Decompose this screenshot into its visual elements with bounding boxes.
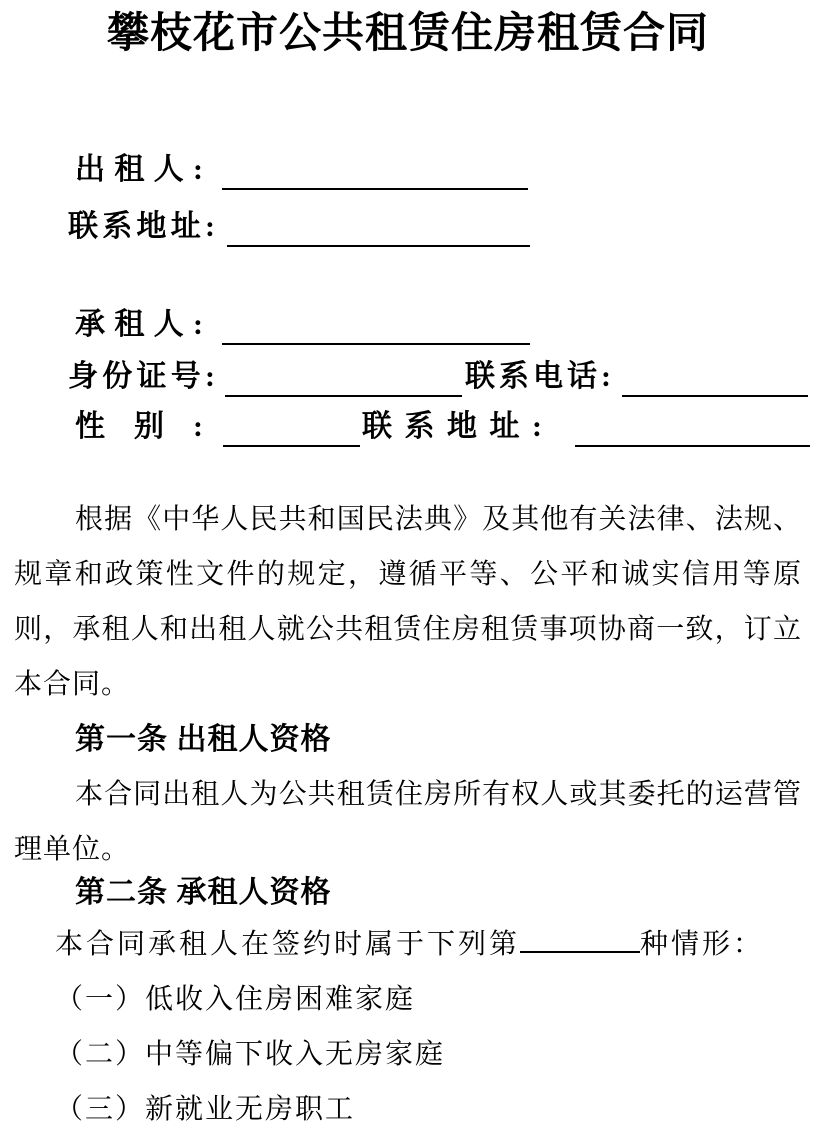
situation-list	[14, 972, 802, 1128]
situation-clause	[14, 917, 802, 972]
article1-heading: 第一条 出租人资格	[75, 723, 332, 756]
article2-clause-block	[14, 917, 802, 972]
phone-label: 联系电话:	[465, 360, 611, 393]
contract-title: 攀枝花市公共租赁住房租赁合同	[106, 11, 709, 57]
lessor-address-row	[0, 209, 816, 247]
article2-heading-block	[14, 865, 802, 920]
id-number-blank[interactable]	[225, 361, 462, 397]
lessor-address-blank[interactable]	[227, 211, 530, 247]
situation-item-1: （一）低收入住房困难家庭	[55, 984, 416, 1015]
lessee-name-label: 承租人:	[75, 308, 203, 341]
situation-item-3: （三）新就业无房职工	[55, 1094, 356, 1125]
gender-and-address-row	[0, 409, 816, 447]
situation-item-2: （二）中等偏下收入无房家庭	[55, 1039, 446, 1070]
lessee-address-blank[interactable]	[575, 411, 810, 447]
preamble-paragraph: 根据《中华人民共和国民法典》及其他有关法律、法规、规章和政策性文件的规定，遵循平等、公平和诚实信用等原则，承租人和出租人就公共租赁住房租赁事项协商一致，订立本合同。	[14, 504, 802, 700]
id-number-label: 身份证号:	[68, 360, 215, 393]
phone-blank[interactable]	[622, 361, 808, 397]
lessor-name-row	[0, 152, 816, 190]
gender-label: 性别:	[75, 410, 203, 443]
gender-blank[interactable]	[223, 411, 360, 447]
article1-body-block	[14, 767, 802, 877]
article1-body: 本合同出租人为公共租赁住房所有权人或其委托的运营管理单位。	[14, 779, 802, 865]
article2-heading: 第二条 承租人资格	[75, 876, 332, 909]
lessee-name-row	[0, 307, 816, 345]
lessee-address-label: 联系地址:	[362, 410, 542, 443]
preamble-block	[14, 492, 802, 712]
lessor-address-label: 联系地址:	[68, 210, 215, 243]
situation-clause-prefix: 本合同承租人在签约时属于下列第	[55, 929, 521, 960]
lessor-name-blank[interactable]	[222, 154, 528, 190]
lessor-name-label: 出租人:	[75, 153, 203, 186]
id-and-phone-row	[0, 359, 816, 397]
article1-heading-block	[14, 712, 802, 767]
situation-clause-suffix: 种情形：	[640, 929, 765, 960]
situation-number-blank[interactable]	[520, 921, 640, 953]
lessee-name-blank[interactable]	[222, 309, 530, 345]
